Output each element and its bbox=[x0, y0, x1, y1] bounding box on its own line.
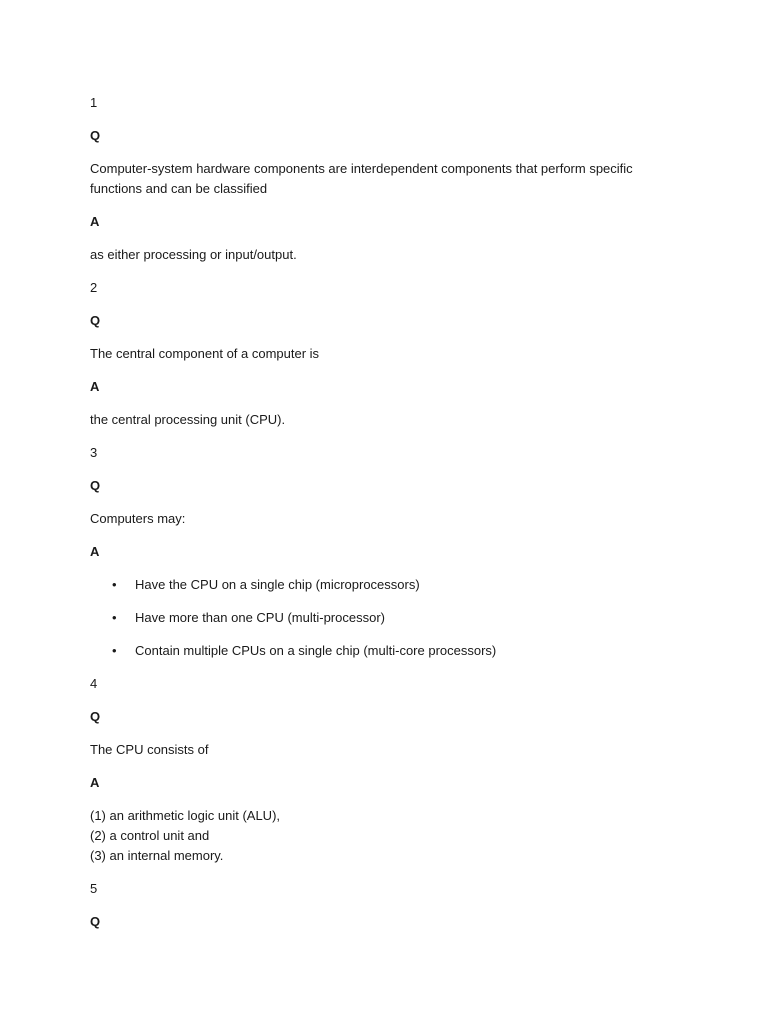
bullet-icon: • bbox=[112, 577, 117, 592]
list-item-text: Have the CPU on a single chip (microprocessors) bbox=[135, 577, 420, 592]
question-number: 3 bbox=[90, 445, 98, 460]
question-text: The CPU consists of bbox=[90, 742, 209, 757]
list-item bbox=[90, 641, 650, 661]
answer-label: A bbox=[90, 379, 100, 394]
answer-text: the central processing unit (CPU). bbox=[90, 412, 286, 427]
list-item bbox=[90, 608, 650, 628]
question-number: 2 bbox=[90, 280, 98, 295]
question-text: The central component of a computer is bbox=[90, 346, 320, 361]
question-label: Q bbox=[90, 709, 101, 724]
list-item bbox=[90, 575, 650, 595]
bullet-icon: • bbox=[112, 610, 117, 625]
answer-text: as either processing or input/output. bbox=[90, 247, 297, 262]
question-number: 4 bbox=[90, 676, 98, 691]
document-page bbox=[90, 93, 650, 932]
question-text: Computers may: bbox=[90, 511, 186, 526]
answer-line: (3) an internal memory. bbox=[90, 848, 224, 863]
answer-bullet-list bbox=[90, 575, 650, 661]
answer-label: A bbox=[90, 775, 100, 790]
bullet-icon: • bbox=[112, 643, 117, 658]
question-label: Q bbox=[90, 478, 101, 493]
question-label: Q bbox=[90, 313, 101, 328]
question-label: Q bbox=[90, 914, 101, 929]
question-label: Q bbox=[90, 128, 101, 143]
answer-line: (2) a control unit and bbox=[90, 828, 210, 843]
answer-label: A bbox=[90, 214, 100, 229]
list-item-text: Have more than one CPU (multi-processor) bbox=[135, 610, 385, 625]
answer-line: (1) an arithmetic logic unit (ALU), bbox=[90, 808, 281, 823]
answer-label: A bbox=[90, 544, 100, 559]
list-item-text: Contain multiple CPUs on a single chip (multi-core processors) bbox=[135, 643, 497, 658]
question-text: Computer-system hardware components are interdependent components that perform specific functions and can be classified bbox=[90, 161, 633, 196]
question-number: 5 bbox=[90, 881, 98, 896]
question-number: 1 bbox=[90, 95, 98, 110]
answer-text bbox=[90, 806, 650, 866]
